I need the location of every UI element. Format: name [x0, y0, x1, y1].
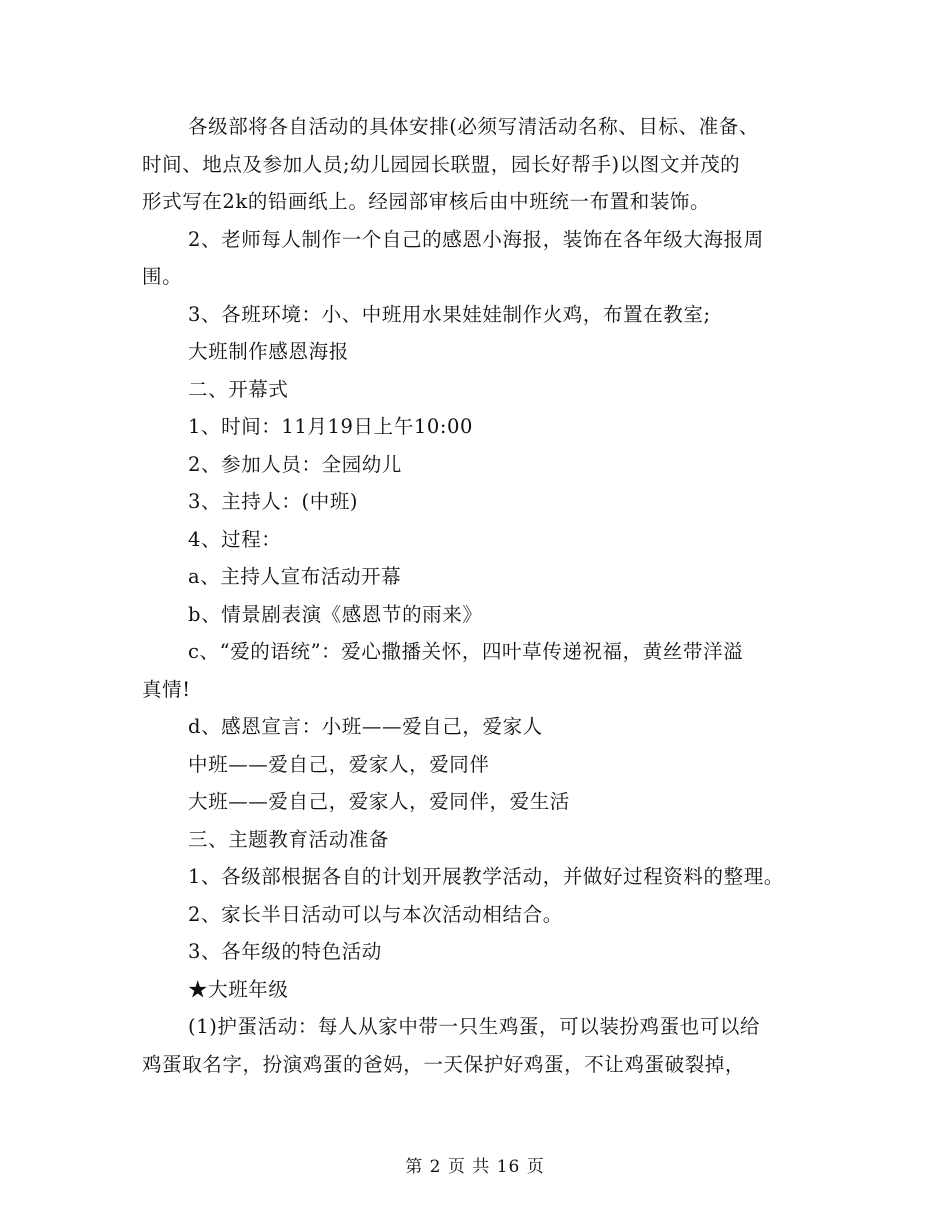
- text-line: 1、各级部根据各自的计划开展教学活动，并做好过程资料的整理。: [188, 865, 784, 888]
- text-line: 大班制作感恩海报: [188, 340, 349, 363]
- text-line: 时间、地点及参加人员;幼儿园园长联盟，园长好帮手)以图文并茂的: [142, 152, 741, 176]
- text-line: 3、各班环境：小、中班用水果娃娃制作火鸡，布置在教室;: [188, 302, 711, 326]
- text-line: 中班——爱自己，爱家人，爱同伴: [188, 752, 490, 776]
- text-line: (1)护蛋活动：每人从家中带一只生鸡蛋，可以装扮鸡蛋也可以给: [188, 1015, 761, 1038]
- text-line: 2、参加人员：全园幼儿: [188, 452, 403, 476]
- text-line: 真情!: [142, 677, 191, 701]
- text-line: a、主持人宣布活动开幕: [188, 565, 402, 588]
- text-line: d、感恩宣言：小班——爱自己，爱家人: [188, 715, 543, 738]
- page-footer: 第 2 页 共 16 页: [405, 1157, 545, 1177]
- text-line: 3、主持人：(中班): [188, 490, 359, 513]
- text-line: 二、开幕式: [188, 377, 289, 401]
- text-line: b、情景剧表演《感恩节的雨来》: [188, 602, 483, 626]
- text-line: 1、时间：11月19日上午10:00: [188, 415, 474, 438]
- text-line: 形式写在2k的铅画纸上。经园部审核后由中班统一布置和装饰。: [142, 190, 711, 213]
- document-body: [142, 108, 832, 1083]
- text-line: 2、老师每人制作一个自己的感恩小海报，装饰在各年级大海报周: [188, 227, 764, 251]
- text-line: 大班——爱自己，爱家人，爱同伴，爱生活: [188, 790, 570, 813]
- text-line: 2、家长半日活动可以与本次活动相结合。: [188, 902, 563, 926]
- text-line: c、“爱的语统”：爱心撒播关怀，四叶草传递祝福，黄丝带洋溢: [188, 640, 744, 663]
- text-line: 3、各年级的特色活动: [188, 940, 382, 963]
- text-line: ★大班年级: [188, 977, 289, 1001]
- text-line: 围。: [142, 265, 183, 288]
- text-line: 鸡蛋取名字，扮演鸡蛋的爸妈，一天保护好鸡蛋，不让鸡蛋破裂掉，: [142, 1052, 746, 1076]
- text-line: 三、主题教育活动准备: [188, 827, 390, 851]
- text-line: 各级部将各自活动的具体安排(必须写清活动名称、目标、准备、: [188, 115, 760, 138]
- text-line: 4、过程：: [188, 527, 282, 551]
